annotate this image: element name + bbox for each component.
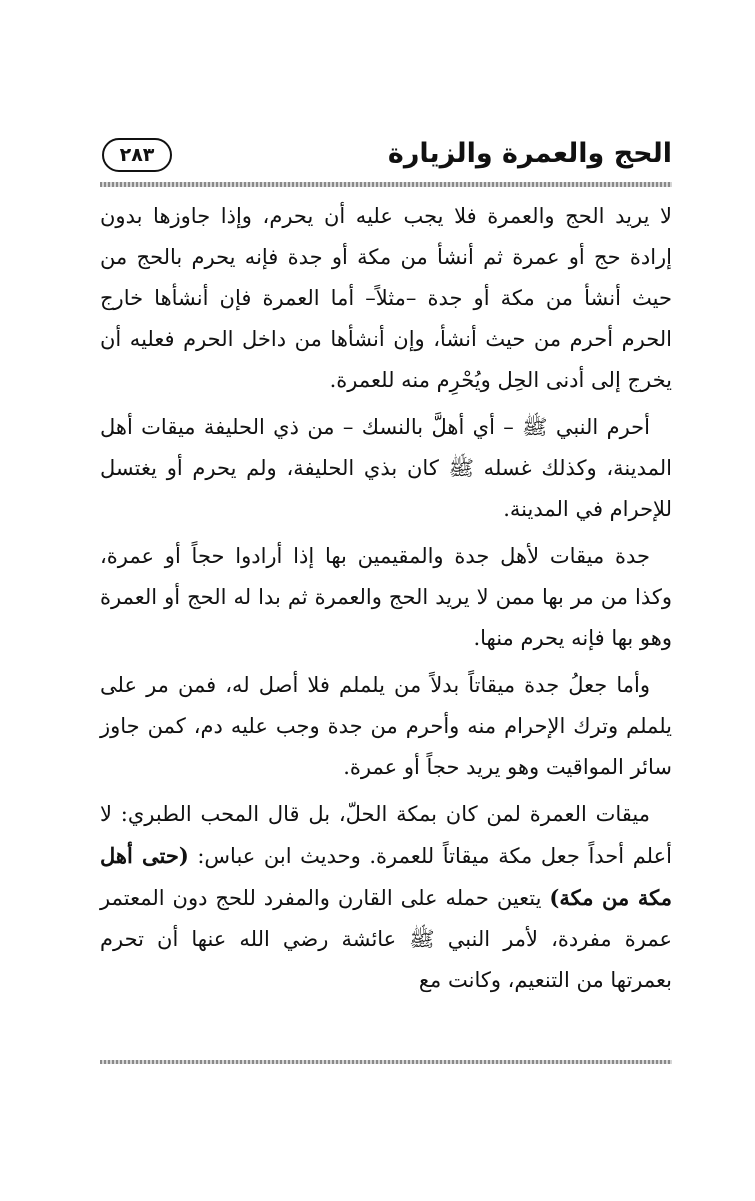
hadith-quote: (حتى أهل مكة من مكة) bbox=[100, 843, 672, 910]
paragraph: لا يريد الحج والعمرة فلا يجب عليه أن يحرم، وإذا جاوزها بدون إرادة حج أو عمرة ثم أنشأ من مكة أو جدة فإنه يحرم بالحج من حيث أنشأ من مكة أو جدة –مثلاً– أما العمرة فإن أنشأها خارج الحرم أحرم من حيث أنشأ، وإن أنشأها من داخل الحرم فعليه أن يخرج إلى أدنى الحِل ويُحْرِم منه للعمرة. bbox=[100, 204, 672, 392]
paragraph-text: ميقات العمرة لمن كان بمكة الحلّ، بل قال المحب الطبري: لا أعلم أحداً جعل مكة ميقاتاً للعمرة. وحديث ابن عباس: bbox=[100, 802, 672, 868]
page-header bbox=[100, 132, 672, 182]
paragraph: أحرم النبي ﷺ – أي أهلَّ بالنسك – من ذي الحليفة ميقات أهل المدينة، وكذلك غسله ﷺ كان بذي الحليفة، ولم يحرم أو يغتسل للإحرام في المدينة. bbox=[100, 415, 672, 521]
running-title: الحج والعمرة والزيارة bbox=[387, 138, 672, 169]
header-rule bbox=[100, 182, 672, 187]
page-number-badge: ٢٨٣ bbox=[102, 138, 172, 172]
paragraph-text: يتعين حمله على القارن والمفرد للحج دون المعتمر عمرة مفردة، لأمر النبي ﷺ عائشة رضي الله عنها أن تحرم بعمرتها من التنعيم، وكانت مع bbox=[100, 886, 672, 992]
paragraph bbox=[100, 794, 672, 1001]
paragraph: وأما جعلُ جدة ميقاتاً بدلاً من يلملم فلا أصل له، فمن مر على يلملم وترك الإحرام منه وأحرم من جدة وجب عليه دم، كمن جاوز سائر المواقيت وهو يريد حجاً أو عمرة. bbox=[100, 673, 672, 779]
body-text bbox=[100, 196, 672, 1007]
footer-rule bbox=[100, 1060, 672, 1064]
paragraph: جدة ميقات لأهل جدة والمقيمين بها إذا أرادوا حجاً أو عمرة، وكذا من مر بها ممن لا يريد الحج والعمرة ثم بدا له الحج أو العمرة وهو بها فإنه يحرم منها. bbox=[100, 544, 672, 650]
